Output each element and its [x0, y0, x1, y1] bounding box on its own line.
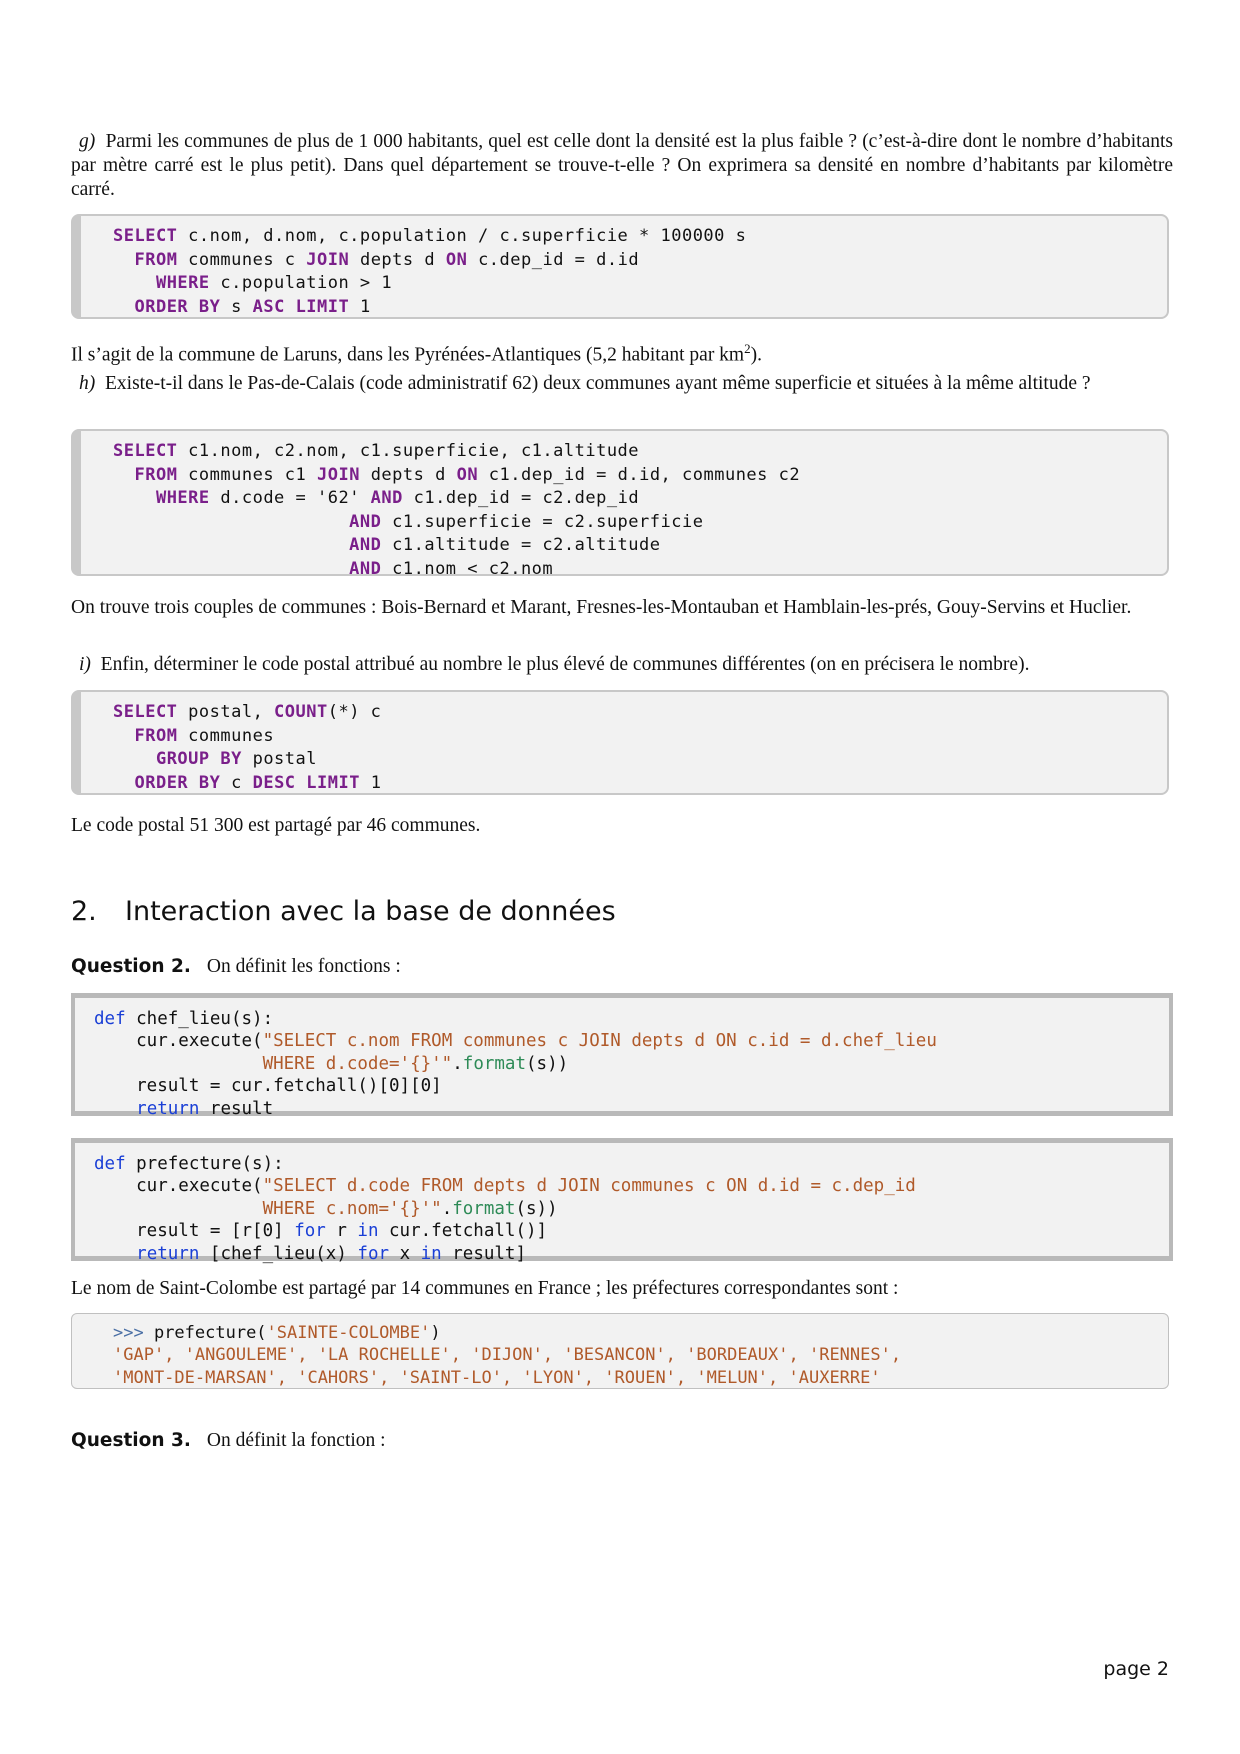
sql-text: c1.dep_id = d.id, communes c2	[478, 464, 801, 485]
sql-text: c1.nom, c2.nom, c1.superficie, c1.altitude	[177, 441, 640, 461]
sql-keyword: AND	[349, 558, 382, 579]
code-function: format	[452, 1198, 516, 1219]
code-string: "SELECT c.nom FROM communes c JOIN depts d ON c.id = d.chef_lieu	[262, 1031, 937, 1052]
sql-block-g	[71, 214, 1169, 319]
section-number: 2.	[71, 896, 97, 927]
section-heading	[71, 896, 616, 927]
sql-text: c.nom, d.nom, c.population / c.superficie * 100000 s	[177, 226, 747, 246]
sql-text	[296, 773, 307, 793]
code-text: x	[389, 1243, 421, 1264]
question-h	[71, 372, 1173, 396]
question-h-label: h)	[79, 373, 96, 394]
question-3-heading	[71, 1430, 386, 1452]
question-h-text: Existe-t-il dans le Pas-de-Calais (code administratif 62) deux communes ayant même superficie et situées à la même altitude ?	[105, 373, 1091, 394]
sql-keyword: SELECT	[113, 702, 178, 722]
code-keyword: def	[94, 1154, 126, 1174]
sql-text: d.code = '62'	[209, 488, 371, 509]
code-text: result]	[441, 1243, 527, 1264]
sql-keyword: FROM	[134, 464, 178, 485]
sql-keyword: COUNT	[274, 702, 328, 722]
code-keyword: in	[420, 1243, 442, 1264]
code-keyword: return	[136, 1098, 200, 1119]
code-function: format	[462, 1053, 526, 1074]
python-code-chef-lieu	[71, 993, 1173, 1119]
code-string: "SELECT d.code FROM depts d JOIN communes c ON d.id = c.dep_id	[262, 1176, 916, 1197]
code-keyword: for	[294, 1221, 326, 1242]
question-2-heading	[71, 956, 401, 978]
code-text: result = cur.fetchall()[0][0]	[94, 1076, 442, 1097]
repl-output-line: 'MONT-DE-MARSAN', 'CAHORS', 'SAINT-LO', 'LYON', 'ROUEN', 'MELUN', 'AUXERRE'	[113, 1367, 881, 1388]
sql-keyword: JOIN	[306, 249, 350, 270]
code-text: (s))	[515, 1198, 558, 1219]
code-text: cur.fetchall()]	[378, 1221, 548, 1242]
sql-block-h	[71, 429, 1169, 579]
sql-text: depts d	[359, 464, 457, 485]
code-keyword: in	[357, 1221, 379, 1242]
code-keyword: def	[94, 1009, 126, 1029]
answer-q2: Le nom de Saint-Colombe est partagé par 14 communes en France ; les préfectures correspondantes sont :	[71, 1278, 899, 1299]
question-i	[71, 653, 1173, 677]
sql-text: c.population > 1	[209, 273, 393, 294]
sql-text: c1.dep_id = c2.dep_id	[402, 488, 640, 509]
sql-keyword: ASC	[252, 296, 285, 317]
superscript: 2	[744, 341, 751, 356]
sql-text	[285, 297, 296, 317]
sql-keyword: FROM	[134, 249, 178, 270]
code-text: [chef_lieu(x)	[199, 1243, 358, 1264]
code-indent	[94, 1244, 136, 1264]
sql-keyword: GROUP BY	[155, 749, 242, 770]
sql-keyword: FROM	[134, 725, 178, 746]
sql-keyword: LIMIT	[306, 772, 360, 793]
page-number: page 2	[1103, 1658, 1169, 1680]
sql-block-i	[71, 690, 1169, 795]
sql-text: 1	[359, 772, 382, 793]
code-text: (s))	[526, 1053, 569, 1074]
sql-keyword: ON	[445, 249, 468, 270]
question-2-text: On définit les fonctions :	[206, 956, 401, 977]
section-title: Interaction avec la base de données	[125, 896, 616, 927]
code-text: chef_lieu(s):	[125, 1009, 274, 1029]
sql-text: c1.altitude = c2.altitude	[381, 535, 661, 556]
question-2-label: Question 2.	[71, 956, 191, 977]
code-string: 'SAINTE-COLOMBE'	[266, 1323, 431, 1343]
sql-text: c1.superficie = c2.superficie	[381, 511, 704, 532]
sql-keyword: AND	[349, 535, 382, 556]
answer-g	[71, 337, 1173, 368]
answer-h: On trouve trois couples de communes : Bois-Bernard et Marant, Fresnes-les-Montauban et Hamblain-les-prés, Gouy-Servins et Huclier.	[71, 597, 1132, 618]
sql-keyword: JOIN	[317, 464, 360, 485]
code-text: .	[441, 1198, 453, 1219]
question-i-label: i)	[79, 654, 91, 675]
code-indent	[94, 1099, 136, 1119]
repl-output-line: 'GAP', 'ANGOULEME', 'LA ROCHELLE', 'DIJON', 'BESANCON', 'BORDEAUX', 'RENNES',	[113, 1345, 902, 1366]
sql-keyword: WHERE	[155, 273, 210, 294]
code-string: WHERE d.code='{}'"	[94, 1053, 453, 1074]
repl-prompt: >>>	[113, 1323, 144, 1343]
code-text: cur.execute(	[94, 1176, 263, 1197]
sql-text: s	[220, 296, 253, 317]
answer-g-text: Il s’agit de la commune de Laruns, dans les Pyrénées-Atlantiques (5,2 habitant par km	[71, 344, 745, 366]
code-text: r	[325, 1221, 358, 1242]
answer-g-end: ).	[750, 344, 762, 366]
sql-keyword: ON	[456, 464, 479, 485]
code-keyword: for	[357, 1243, 390, 1264]
sql-keyword: ORDER BY	[134, 772, 221, 793]
code-text: )	[430, 1323, 441, 1343]
code-text: result = [r[0]	[94, 1221, 295, 1242]
sql-text: depts d	[349, 249, 446, 270]
code-text: .	[452, 1053, 463, 1074]
code-string: WHERE c.nom='{}'"	[94, 1198, 442, 1219]
sql-text: 1	[349, 296, 371, 317]
sql-text: communes c1	[177, 464, 317, 485]
code-text: prefecture(	[143, 1323, 267, 1343]
sql-keyword: AND	[370, 488, 403, 509]
sql-text: postal	[241, 749, 317, 770]
sql-keyword: SELECT	[113, 441, 178, 461]
sql-keyword: LIMIT	[295, 296, 350, 317]
sql-text: communes c	[177, 249, 307, 270]
code-text: result	[199, 1098, 274, 1119]
question-g	[71, 130, 1173, 202]
sql-keyword: AND	[349, 511, 382, 532]
code-text: prefecture(s):	[125, 1154, 284, 1174]
sql-text: communes	[177, 725, 275, 746]
sql-keyword: DESC	[252, 772, 296, 793]
question-g-text: Parmi les communes de plus de 1 000 habitants, quel est celle dont la densité est la plus faible ? (c’est-à-dire dont le nombre d’habitants par mètre carré est le plus petit). Dans quel département se trouve-t-elle ? On exprimera sa densité en nombre d’habitants par kilomètre carré.	[71, 131, 1174, 200]
sql-text: c	[220, 772, 253, 793]
sql-text: c.dep_id = d.id	[467, 249, 640, 270]
sql-text: c1.nom < c2.nom	[381, 558, 554, 579]
python-code-prefecture	[71, 1138, 1173, 1264]
sql-text: (*) c	[327, 702, 382, 722]
sql-keyword: SELECT	[113, 226, 178, 246]
sql-keyword: WHERE	[155, 488, 210, 509]
sql-keyword: ORDER BY	[134, 296, 221, 317]
question-g-label: g)	[79, 131, 96, 152]
sql-text: postal,	[177, 702, 275, 722]
code-keyword: return	[136, 1243, 200, 1264]
question-3-text: On définit la fonction :	[206, 1430, 386, 1451]
question-3-label: Question 3.	[71, 1430, 191, 1451]
question-i-text: Enfin, déterminer le code postal attribué au nombre le plus élevé de communes différentes (on en précisera le nombre).	[100, 654, 1030, 675]
python-repl-output	[71, 1313, 1169, 1389]
answer-i: Le code postal 51 300 est partagé par 46 communes.	[71, 815, 481, 836]
code-text: cur.execute(	[94, 1031, 263, 1052]
